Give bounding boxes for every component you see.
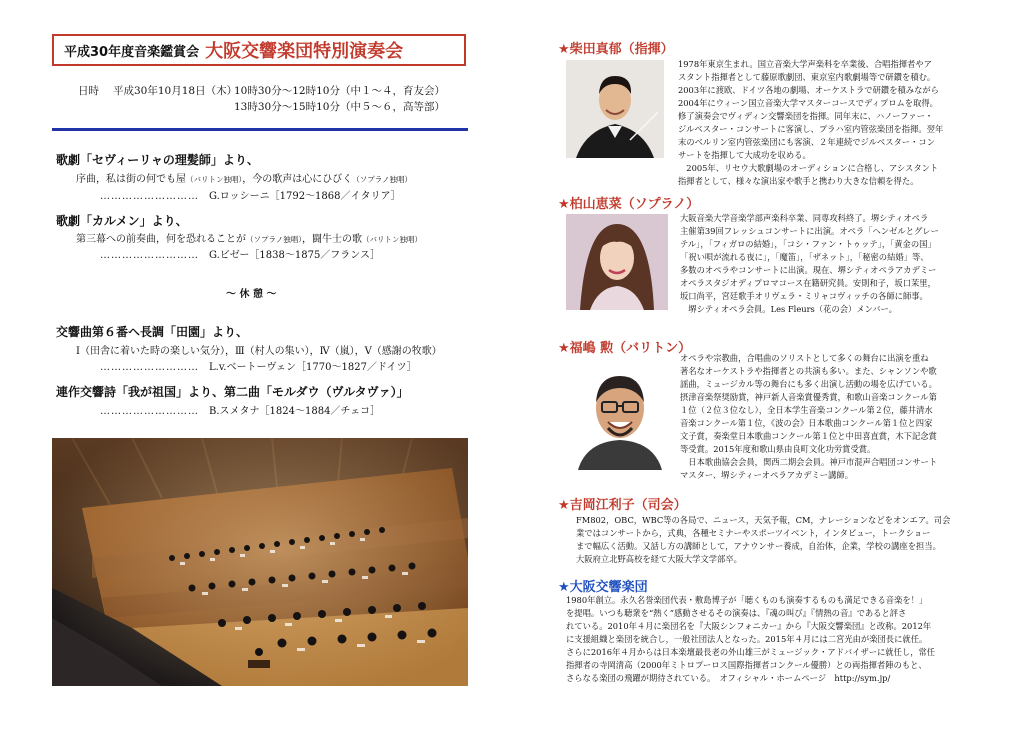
section-divider — [52, 128, 468, 131]
portrait-baritone — [570, 362, 670, 470]
program-pieces: 第三幕への前奏曲，何を恐れることが（ソプラノ独唱），闘牛士の歌（バリトン独唱） — [76, 234, 423, 245]
performer-heading-baritone: ★福嶋 勲（バリトン） — [558, 341, 692, 356]
performer-bio-conductor: 1978年東京生まれ。国立音楽大学声楽科を卒業後、合唱指揮者やア スタント指揮者として藤原歌劇団、東京室内歌劇場等で研鑽を積む。 2003年に渡欧、ドイツ各地の劇場、オーケストラで研鑽を積みながら 2004年にウィーン国立音楽大学マスターコースでディプロムを取得。 修了演奏会でヴィディン交響楽団を指揮。同年末に、ハノーファー・ ジルベスター・コンサートに客演し、プラハ室内管弦楽団を指揮。翌年 末のベルリン室内管弦楽団にも客演、２年連続でジルベスター・コン サートを指揮して大成功を収める。 2005年、リセウ大歌劇場のオーディションに合格し、アシスタント 指揮者として、様々な演出家や歌手と携わり大きな信頼を得た。 — [678, 59, 944, 186]
program-composer-line: ……………………… L.v.ベートーヴェン［1770～1827／ドイツ］ — [100, 362, 417, 373]
schedule-date: 平成30年10月18日（木） — [113, 85, 238, 97]
program-pieces: 序曲，私は街の何でも屋（バリトン独唱），今の歌声は心にひびく（ソプラノ独唱） — [76, 174, 413, 185]
schedule-label: 日時 — [78, 85, 99, 97]
program-composer-line: ……………………… B.スメタナ［1824～1884／チェコ］ — [100, 406, 381, 417]
concert-title: 大阪交響楽団特別演奏会 — [205, 41, 404, 62]
schedule-session-2: 13時30分～15時10分（中５～６，高等部） — [234, 101, 445, 113]
orchestra-photo — [52, 438, 468, 686]
intermission: ～ 休 憩 ～ — [226, 289, 277, 300]
performer-bio-soprano: 大阪音楽大学音楽学部声楽科卒業、同専攻科終了。堺シティオペラ 主催第39回フレッシュコンサートに出演。オペラ「ヘンゼルとグレー テル」，「フィガロの結婚」，「コシ・ファン・トゥッテ」，「黄金の国」 「祝い唄が流れる夜に」，「魔笛」，「ザネット」，「秘密の結婚」等、 多数のオペラやコンサートに出演。現在、堺シティオペラアカデミー オペラスタジオディプロマコース在籍研究員。安則和子，坂口茉里， 坂口尚平，宮廷歌手オリヴェラ・ミリャコヴィッチの各師に師事。 堺シティオペラ会員。Les Fleurs（花の会）メンバー。 — [680, 213, 939, 314]
program-title: 歌劇「カルメン」より、 — [56, 214, 188, 228]
performer-heading-soprano: ★柏山恵菜（ソプラノ） — [558, 197, 700, 212]
program-title: 歌劇「セヴィーリャの理髪師」より、 — [56, 153, 259, 167]
program-composer-line: ……………………… G.ロッシーニ［1792～1868／イタリア］ — [100, 191, 401, 202]
program-title: 交響曲第６番ヘ長調「田園」より、 — [56, 325, 249, 339]
schedule-session-1: 10時30分～12時10分（中１～４，育友会） — [234, 85, 445, 97]
performer-bio-mc: FM802，OBC，WBC等の各局で、ニュース，天気予報，CM，ナレーションなどをオンエア。司会 業ではコンサートから，式典，各種セミナーやスポーツイベント，インタビュー，トークショー まで幅広く活動。又話し方の講師として，アナウンサー養成，自治体，企業，学校の講座を担当。 大阪府立北野高校を経て大阪大学文学部卒。 — [576, 515, 951, 564]
program-pieces: Ⅰ（田舎に着いた時の楽しい気分），Ⅲ（村人の集い），Ⅳ（嵐），Ⅴ（感謝の牧歌） — [76, 346, 442, 357]
performer-heading-mc: ★吉岡江利子（司会） — [558, 498, 687, 513]
orchestra-bio: 1980年創立。永久名誉楽団代表・敷島博子が「聴くものも演奏するものも満足できる音楽を！」 を提唱。いつも聴衆を“熱く”感動させるその演奏は、『魂の叫び』『情熱の音』であると評さ れている。2010年４月に楽団名を『大阪シンフォニカー』から『大阪交響楽団』と改称。2012年 に支援組織と楽団を統合し，一般社団法人となった。2015年４月には二宮光由が楽団長に就任。 さらに2016年４月からは日本楽壇最長老の外山雄三がミュージック・アドバイザーに就任し，常任 指揮者の寺岡清高（2000年ミトロプーロス国際指揮者コンクール優勝）との両指揮者陣のもと、 さらなる楽団の飛躍が期待されている。 オフィシャル・ホームページ http://sym.jp/ — [566, 595, 936, 683]
portrait-soprano — [566, 214, 668, 310]
performer-bio-baritone: オペラや宗教曲，合唱曲のソリストとして多くの舞台に出演を重ね 著名なオーケストラや指揮者との共演も多い。また、シャンソンや歌 謡曲，ミュージカル等の舞台にも多く出演し活動の場を広げている。 摂津音楽祭奨励賞，神戸新人音楽賞優秀賞，和歌山音楽コンクール第 １位（２位３位なし），全日本学生音楽コンクール第２位，藤井清水 音楽コンクール第１位，《波の会》日本歌曲コンクール第１位と四家 文子賞，奏楽堂日本歌曲コンクール第１位と中田喜直賞，木下記念賞 等受賞。2015年度和歌山県由良町文化功労賞受賞。 日本歌曲協会会員，関西二期会会員。神戸市混声合唱団コンサート マスター、堺シティーオペラアカデミー講師。 — [680, 353, 938, 480]
orchestra-heading: ★大阪交響楽団 — [558, 580, 648, 595]
event-series-title: 平成30年度音楽鑑賞会 — [64, 44, 200, 60]
program-title: 連作交響詩「我が祖国」より、第二曲「モルダウ（ヴルタヴァ）」 — [56, 385, 409, 399]
concert-title-box — [52, 34, 466, 66]
program-composer-line: ……………………… G.ビゼー［1838～1875／フランス］ — [100, 250, 381, 261]
portrait-conductor — [566, 60, 664, 158]
performer-heading-conductor: ★柴田真郁（指揮） — [558, 42, 674, 57]
